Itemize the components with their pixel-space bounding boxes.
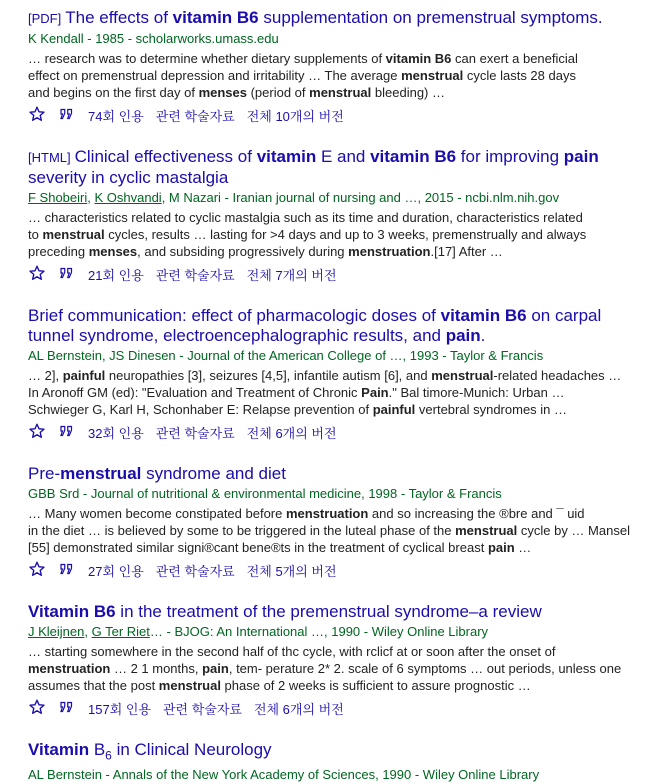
text-run: Brief communication: effect of pharmacologic doses of [28, 306, 441, 325]
cite-quote-icon[interactable] [58, 105, 76, 129]
highlight-term: menstrual [455, 523, 518, 538]
search-result [28, 8, 638, 129]
highlight-term: vitamin B6 [370, 147, 457, 166]
highlight-term: pain [202, 661, 229, 676]
text-run: can exert a beneficial [451, 51, 578, 66]
star-icon[interactable] [28, 105, 46, 129]
text-run: … [514, 540, 532, 555]
all-versions-link[interactable]: 전체 6개의 버전 [246, 426, 337, 441]
text-run: cycles, results … lasting for >4 days and up to 3 weeks, premenstrually and always [104, 227, 587, 242]
text-run: to [28, 227, 43, 242]
all-versions-link[interactable]: 전체 5개의 버전 [246, 564, 337, 579]
text-run: and so increasing the ®bre and ¯ uid [368, 506, 585, 521]
snippet-line [28, 384, 638, 401]
snippet-line [28, 401, 638, 418]
text-run: ." Bal timore-Munich: Urban … [388, 385, 565, 400]
highlight-term: menstruation [348, 244, 431, 259]
highlight-term: pain [487, 540, 515, 555]
author-link[interactable]: G Ter Riet [91, 624, 150, 639]
text-run: … 2], [28, 368, 63, 383]
highlight-term: vitamin B6 [385, 51, 452, 66]
all-versions-link[interactable]: 전체 6개의 버전 [253, 702, 344, 717]
text-run: severity in cyclic mastalgia [28, 168, 229, 187]
result-byline [28, 189, 638, 207]
text-run: phase of 2 weeks is sufficient to assure prognostic … [220, 678, 531, 693]
highlight-term: painful [372, 402, 416, 417]
text-run: in the diet … is believed by some to be triggered in the luteal phase of the [28, 523, 456, 538]
text-run: Clinical effectiveness of [74, 147, 257, 166]
byline-text: , M Nazari - Iranian journal of nursing and …, 2015 - ncbi.nlm.nih.gov [161, 190, 560, 205]
result-actions [28, 698, 638, 722]
format-tag[interactable]: [PDF] [28, 11, 62, 26]
format-tag[interactable]: [HTML] [28, 150, 71, 165]
text-run: vertebral syndromes in … [415, 402, 568, 417]
text-run: … characteristics related to cyclic mastalgia such as its time and duration, characteristics related [28, 210, 583, 225]
snippet-line [28, 522, 638, 539]
result-actions [28, 264, 638, 288]
highlight-term: menstrual [60, 464, 142, 483]
search-result [28, 740, 638, 784]
search-result [28, 602, 638, 722]
text-run: … Many women become constipated before [28, 506, 286, 521]
star-icon[interactable] [28, 264, 46, 288]
related-articles-link[interactable]: 관련 학술자료 [162, 702, 242, 717]
text-run: cycle by … Mansel [517, 523, 630, 538]
snippet-line [28, 367, 638, 384]
text-run: Pre- [28, 464, 61, 483]
highlight-term: vitamin B6 [440, 306, 527, 325]
highlight-term: Pain [361, 385, 389, 400]
author-link[interactable]: K Oshvandi [94, 190, 162, 205]
text-run: , and subsiding progressively during [137, 244, 349, 259]
snippet-line [28, 505, 638, 522]
cited-by-link[interactable]: 21회 인용 [88, 268, 144, 283]
result-title-link[interactable] [28, 306, 638, 346]
text-run: syndrome and diet [141, 464, 286, 483]
star-icon[interactable] [28, 560, 46, 584]
highlight-term: menses [88, 244, 138, 259]
snippet-line [28, 209, 638, 226]
result-byline: GBB Srd - Journal of nutritional & environmental medicine, 1998 - Taylor & Francis [28, 486, 502, 501]
cited-by-link[interactable]: 32회 인용 [88, 426, 144, 441]
text-run: effect on premenstrual depression and irritability … The average [28, 68, 402, 83]
text-run: … research was to determine whether dietary supplements of [28, 51, 386, 66]
highlight-term: menstruation [285, 506, 369, 521]
text-run: [55] demonstrated similar signi®cant bene®ts in the treatment of cyclical breast [28, 540, 488, 555]
snippet-line [28, 539, 638, 556]
result-actions [28, 422, 638, 446]
text-run: bleeding) … [371, 85, 445, 100]
all-versions-link[interactable]: 전체 10개의 버전 [246, 109, 344, 124]
text-run: (period of [246, 85, 310, 100]
cited-by-link[interactable]: 74회 인용 [88, 109, 144, 124]
snippet-line [28, 643, 638, 660]
text-run: In Aronoff GM (ed): "Evaluation and Treatment of Chronic [28, 385, 362, 400]
result-byline: AL Bernstein, JS Dinesen - Journal of the American College of …, 1993 - Taylor & Francis [28, 348, 544, 363]
snippet-line [28, 677, 638, 694]
text-run: . [480, 326, 486, 345]
cite-quote-icon[interactable] [58, 698, 76, 722]
text-run: cycle lasts 28 days [463, 68, 576, 83]
snippet-line [28, 67, 638, 84]
text-run: preceding [28, 244, 89, 259]
highlight-term: painful [62, 368, 106, 383]
author-link[interactable]: F Shobeiri [28, 190, 88, 205]
highlight-term: vitamin B6 [172, 8, 259, 27]
result-snippet [28, 209, 638, 260]
text-run: neuropathies [3], seizures [4,5], infantile autism [6], and [105, 368, 432, 383]
highlight-term: pain [445, 326, 481, 345]
result-actions [28, 560, 638, 584]
text-run: in Clinical Neurology [111, 740, 272, 759]
text-run: assumes that the post [28, 678, 159, 693]
result-title-link[interactable] [28, 740, 638, 765]
search-result [28, 464, 638, 584]
result-title-link[interactable] [28, 147, 638, 188]
subscript-text: 6 [105, 748, 112, 763]
highlight-term: pain [563, 147, 599, 166]
highlight-term: vitamin [256, 147, 317, 166]
result-byline [28, 623, 638, 641]
star-icon[interactable] [28, 422, 46, 446]
cite-quote-icon[interactable] [58, 264, 76, 288]
cited-by-link[interactable]: 27회 인용 [88, 564, 144, 579]
cite-quote-icon[interactable] [58, 560, 76, 584]
text-run: on carpal tunnel syndrome, electroencephalographic results, and [28, 306, 602, 345]
result-actions [28, 105, 638, 129]
text-run: supplementation on premenstrual symptoms. [258, 8, 603, 27]
author-link[interactable]: J Kleijnen [28, 624, 85, 639]
result-byline: K Kendall - 1985 - scholarworks.umass.edu [28, 31, 279, 46]
text-run: B [89, 740, 106, 759]
text-run: … 2 1 months, [110, 661, 203, 676]
related-articles-link[interactable]: 관련 학술자료 [155, 268, 235, 283]
search-result [28, 147, 638, 288]
related-articles-link[interactable]: 관련 학술자료 [155, 564, 235, 579]
text-run: .[17] After … [430, 244, 503, 259]
result-byline: AL Bernstein - Annals of the New York Academy of Sciences, 1990 - Wiley Online Library [28, 767, 540, 783]
text-run: , tem- perature 2* 2. scale of 6 symptoms … out periods, unless one [228, 661, 622, 676]
all-versions-link[interactable]: 전체 7개의 버전 [246, 268, 337, 283]
star-icon[interactable] [28, 698, 46, 722]
snippet-line [28, 50, 638, 67]
highlight-term: menstrual [401, 68, 464, 83]
related-articles-link[interactable]: 관련 학술자료 [155, 109, 235, 124]
byline-text: , [84, 624, 92, 639]
text-run: and begins on the first day of [28, 85, 199, 100]
result-snippet [28, 50, 638, 101]
byline-text: , [87, 190, 95, 205]
text-run: … starting somewhere in the second half of thc cycle, with rclicf at or soon after the onset of [28, 644, 556, 659]
highlight-term: menstrual [309, 85, 372, 100]
highlight-term: menses [198, 85, 247, 100]
search-result [28, 306, 638, 446]
text-run: Schwieger G, Karl H, Schonhaber E: Relapse prevention of [28, 402, 373, 417]
highlight-term: menstruation [28, 661, 111, 676]
text-run: in the treatment of the premenstrual syndrome–a review [115, 602, 542, 621]
highlight-term: menstrual [42, 227, 105, 242]
snippet-line [28, 660, 638, 677]
byline-text: … - BJOG: An International …, 1990 - Wiley Online Library [149, 624, 489, 639]
snippet-line [28, 84, 638, 101]
highlight-term: Vitamin B6 [28, 602, 116, 621]
result-snippet [28, 643, 638, 694]
result-title-link[interactable] [28, 464, 638, 484]
snippet-line [28, 226, 638, 243]
result-snippet [28, 505, 638, 556]
text-run: E and [316, 147, 371, 166]
text-run: -related headaches … [493, 368, 622, 383]
related-articles-link[interactable]: 관련 학술자료 [155, 426, 235, 441]
result-title-link[interactable] [28, 8, 638, 29]
highlight-term: Vitamin [28, 740, 90, 759]
cited-by-link[interactable]: 157회 인용 [88, 702, 151, 717]
highlight-term: menstrual [158, 678, 221, 693]
text-run: for improving [456, 147, 564, 166]
snippet-line [28, 243, 638, 260]
cite-quote-icon[interactable] [58, 422, 76, 446]
result-snippet [28, 367, 638, 418]
highlight-term: menstrual [431, 368, 494, 383]
result-title-link[interactable] [28, 602, 638, 622]
text-run: The effects of [65, 8, 173, 27]
